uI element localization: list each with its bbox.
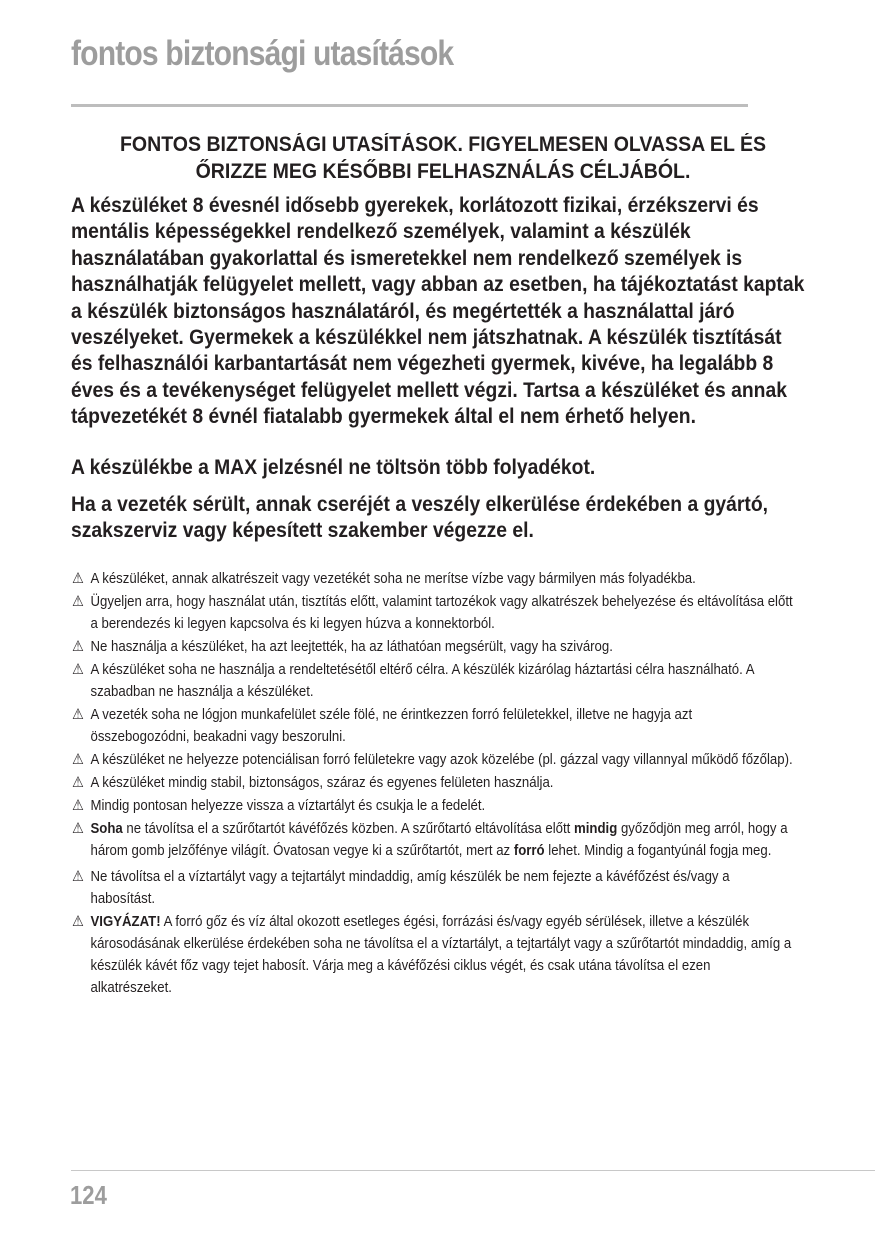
warning-item [72,636,794,658]
warning-text: A készüléket, annak alkatrészeit vagy vezetékét soha ne merítse vízbe vagy bármilyen más folyadékba. [90,570,696,587]
warning-text: A készüléket mindig stabil, biztonságos, száraz és egyenes felületen használja. [90,774,554,791]
warning-triangle-icon: ⚠ [72,868,84,885]
warning-triangle-icon: ⚠ [72,638,84,655]
safety-headline [97,131,789,185]
warning-triangle-icon: ⚠ [72,570,84,587]
warning-item [72,866,794,910]
warning-triangle-icon: ⚠ [72,820,84,837]
page-title: fontos biztonsági utasítások [71,34,454,73]
headline-line-2: ŐRIZZE MEG KÉSŐBBI FELHASZNÁLÁS CÉLJÁBÓL. [195,160,691,183]
max-fill-paragraph: A készülékbe a MAX jelzésnél ne töltsön több folyadékot. [71,456,596,479]
warning-item [72,818,794,862]
warning-text [90,913,791,996]
warning-text-part: lehet. Mindig a fogantyúnál fogja meg. [544,842,772,859]
warning-text [90,820,787,859]
warning-text: A vezeték soha ne lógjon munkafelület széle fölé, ne érintkezzen forró felületekkel, illetve ne hagyja azt összebogozódni, beakadni vagy beszorulni. [90,706,693,745]
warning-triangle-icon: ⚠ [72,661,84,678]
warning-text: A készüléket ne helyezze potenciálisan forró felületekre vagy azok közelébe (pl. gázzal vagy villannyal működő főzőlap). [90,751,793,768]
warning-text: Ne távolítsa el a víztartályt vagy a tejtartályt mindaddig, amíg készülék be nem fejezte a kávéfőzést és/vagy a habosítást. [90,868,730,907]
warning-text-part: győződjön meg arról, hogy a három gomb jelzőfénye világít. Óvatosan vegye ki a szűrőtartót, mert az [90,820,788,859]
warning-text: Mindig pontosan helyezze vissza a víztartályt és csukja le a fedelét. [90,797,486,814]
footer-divider [71,1170,875,1171]
warning-list [72,568,794,1000]
warning-item [72,911,794,999]
warning-triangle-icon: ⚠ [72,774,84,791]
warning-triangle-icon: ⚠ [72,706,84,723]
warning-text-part: ne távolítsa el a szűrőtartót kávéfőzés közben. A szűrőtartó eltávolítása előtt [122,820,575,837]
warning-item [72,568,794,590]
emphasis-always: mindig [574,820,618,837]
warning-text: Ne használja a készüléket, ha azt leejtették, ha az láthatóan megsérült, vagy ha szivárog. [90,638,613,655]
warning-triangle-icon: ⚠ [72,797,84,814]
warning-item [72,795,794,817]
warning-text: Ügyeljen arra, hogy használat után, tisztítás előtt, valamint tartozékok vagy alkatrészek behelyezése és eltávolítása előtt a berendezés ki legyen kapcsolva és ki legyen húzva a konnektorból. [90,593,793,632]
emphasis-caution: VIGYÁZAT! [90,913,161,930]
title-divider [71,104,748,107]
warning-item [72,704,794,748]
warning-item [72,591,794,635]
warning-triangle-icon: ⚠ [72,593,84,610]
warning-item [72,659,794,703]
warning-text-part: A forró gőz és víz által okozott esetleges égési, forrázási és/vagy egyéb sérülések, illetve a készülék károsodásának elkerülése érdekében soha ne távolítsa el a víztartályt, a tejtartályt vagy a szűrőtartót mindaddig, amíg a készülék kávét főz vagy tejet habosít. Várja meg a kávéfőzési ciklus végét, és csak utána távolítsa el ezen alkatrészeket. [90,913,792,996]
page-number: 124 [70,1180,107,1210]
damaged-cord-paragraph: Ha a vezeték sérült, annak cseréjét a veszély elkerülése érdekében a gyártó, szakszerviz vagy képesített szakember végezze el. [71,493,769,543]
warning-triangle-icon: ⚠ [72,913,84,930]
warning-text: A készüléket soha ne használja a rendeltetésétől eltérő célra. A készülék kizárólag háztartási célra használható. A szabadban ne használja a készüléket. [90,661,754,700]
warning-item [72,772,794,794]
headline-line-1: FONTOS BIZTONSÁGI UTASÍTÁSOK. FIGYELMESEN OLVASSA EL ÉS [119,133,767,156]
emphasis-never: Soha [90,820,123,837]
emphasis-hot: forró [513,842,545,859]
warning-triangle-icon: ⚠ [72,751,84,768]
warning-item [72,749,794,771]
children-usage-paragraph: A készüléket 8 évesnél idősebb gyerekek, korlátozott fizikai, érzékszervi és mentális képességekkel rendelkező személyek, valamint a készülék használatában gyakorlattal és ismeretekkel nem rendelkező személyek is használhatják felügyelet mellett, vagy abban az esetben, ha tájékoztatást kaptak a készülék biztonságos használatáról, és megértették a használattal járó veszélyeket. Gyermekek a készülékkel nem játszhatnak. A készülék tisztítását és felhasználói karbantartását nem végezheti gyermek, kivéve, ha legalább 8 éves és a tevékenységet felügyelet mellett végzi. Tartsa a készüléket és annak tápvezetékét 8 évnél fiatalabb gyermekek által el nem érhető helyen. [71,194,805,429]
